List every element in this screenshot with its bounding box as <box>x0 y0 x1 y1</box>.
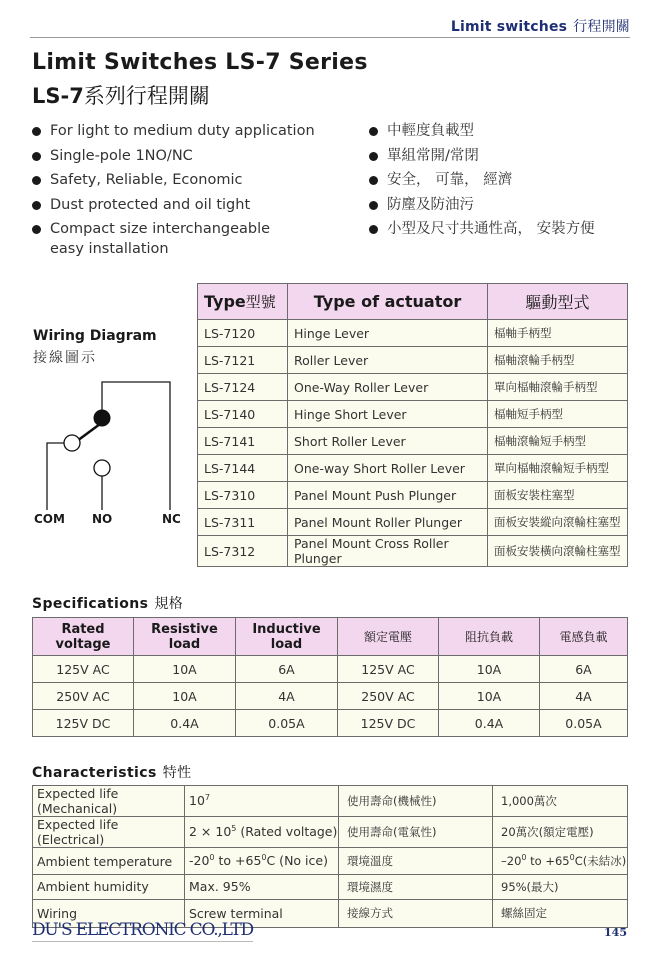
cell-type: LS-7310 <box>198 482 288 509</box>
feature-item <box>30 219 350 265</box>
superscript: 7 <box>204 793 210 803</box>
char-value-zh: 95%(最大) <box>493 875 628 900</box>
spec-cell: 125V AC <box>33 656 134 683</box>
feature-item-zh: 中輕度負載型 <box>367 121 637 146</box>
spec-cell: 125V DC <box>33 710 134 737</box>
cell-actuator: Hinge Lever <box>288 320 488 347</box>
spec-cell: 10A <box>439 656 540 683</box>
char-label-zh: 環境濕度 <box>339 875 493 900</box>
table-row <box>198 374 628 401</box>
char-value-zh <box>493 848 628 875</box>
switch-arm <box>77 424 100 441</box>
table-row <box>198 401 628 428</box>
feature-item: Dust protected and oil tight <box>30 195 350 220</box>
feature-item-zh: 安全， 可靠， 經濟 <box>367 170 637 195</box>
superscript: 0 <box>521 853 527 863</box>
features-en-list <box>30 121 350 265</box>
spec-cell: 6A <box>540 656 628 683</box>
text-part: –20 <box>501 854 522 868</box>
characteristics-title-en: Characteristics <box>32 765 157 781</box>
text-part: C(未結冰) <box>574 854 627 868</box>
text-part: to +65 <box>526 854 570 868</box>
table-header-row <box>198 284 628 320</box>
cell-actuator-zh: 面板安裝縱向滾輪柱塞型 <box>488 509 628 536</box>
spec-cell: 10A <box>134 656 236 683</box>
page-number: 145 <box>604 926 627 939</box>
table-row <box>33 848 628 875</box>
feature-item-zh: 小型及尺寸共通性高， 安裝方便 <box>367 219 637 244</box>
col-header-actuator-zh: 驅動型式 <box>488 284 628 320</box>
col-header: Resistive load <box>134 618 236 656</box>
feature-item: Single-pole 1NO/NC <box>30 146 350 171</box>
cell-type: LS-7140 <box>198 401 288 428</box>
text-part: (Rated voltage) <box>236 824 338 840</box>
page-title-zh-prefix: LS-7 <box>32 84 84 108</box>
characteristics-title-zh: 特性 <box>162 765 192 781</box>
feature-item: Safety, Reliable, Economic <box>30 170 350 195</box>
char-label: Expected life (Electrical) <box>33 817 185 848</box>
table-row <box>33 786 628 817</box>
specifications-title-zh: 規格 <box>154 596 184 612</box>
text-part: 2 × 10 <box>189 824 232 840</box>
col-header: Inductive load <box>236 618 338 656</box>
text-part: C (No ice) <box>266 853 328 869</box>
table-row <box>198 509 628 536</box>
wiring-diagram-title: Wiring Diagram <box>33 328 157 344</box>
spec-cell: 10A <box>134 683 236 710</box>
char-value <box>185 848 339 875</box>
cell-actuator: Roller Lever <box>288 347 488 374</box>
cell-actuator: Panel Mount Cross Roller Plunger <box>288 536 488 567</box>
table-row <box>198 320 628 347</box>
cell-actuator-zh: 面板安裝橫向滾輪柱塞型 <box>488 536 628 567</box>
com-contact <box>64 435 80 451</box>
char-label: Ambient humidity <box>33 875 185 900</box>
specifications-title-en: Specifications <box>32 596 149 612</box>
cell-actuator-zh: 面板安裝柱塞型 <box>488 482 628 509</box>
page-title: Limit Switches LS-7 Series <box>32 50 368 75</box>
char-value: Max. 95% <box>185 875 339 900</box>
spec-cell: 250V AC <box>33 683 134 710</box>
running-header-en: Limit switches <box>450 19 568 35</box>
feature-item-zh: 單組常開/常閉 <box>367 146 637 171</box>
nc-wire <box>102 382 170 510</box>
table-header-row <box>33 618 628 656</box>
cell-actuator: Hinge Short Lever <box>288 401 488 428</box>
cell-type: LS-7312 <box>198 536 288 567</box>
spec-cell: 10A <box>439 683 540 710</box>
char-value-zh: 螺絲固定 <box>493 899 628 927</box>
char-label: Ambient temperature <box>33 848 185 875</box>
wiring-label-nc: NC <box>162 512 181 526</box>
col-header: 電感負載 <box>540 618 628 656</box>
spec-cell: 4A <box>540 683 628 710</box>
table-row <box>198 482 628 509</box>
cell-type: LS-7144 <box>198 455 288 482</box>
feature-item: For light to medium duty application <box>30 121 350 146</box>
table-row <box>198 428 628 455</box>
table-row <box>198 536 628 567</box>
characteristics-title <box>32 762 192 782</box>
col-header: 額定電壓 <box>338 618 439 656</box>
table-row <box>198 455 628 482</box>
running-header-zh: 行程開關 <box>573 19 630 35</box>
cell-actuator: Panel Mount Push Plunger <box>288 482 488 509</box>
spec-cell: 125V AC <box>338 656 439 683</box>
superscript: 0 <box>261 853 267 863</box>
text-part: to +65 <box>214 853 262 869</box>
cell-type: LS-7120 <box>198 320 288 347</box>
specifications-title <box>32 593 183 613</box>
spec-cell: 0.4A <box>439 710 540 737</box>
char-label-zh: 接線方式 <box>339 899 493 927</box>
wiring-diagram <box>20 370 190 515</box>
cell-type: LS-7311 <box>198 509 288 536</box>
feature-item-line2: easy installation <box>50 241 169 257</box>
common-contact-filled <box>94 410 110 426</box>
char-value <box>185 817 339 848</box>
spec-cell: 4A <box>236 683 338 710</box>
col-header-type-zh: 型號 <box>245 293 276 311</box>
cell-actuator: One-way Short Roller Lever <box>288 455 488 482</box>
spec-cell: 0.4A <box>134 710 236 737</box>
char-label-zh: 環境溫度 <box>339 848 493 875</box>
com-wire <box>47 443 64 510</box>
feature-item-zh: 防塵及防油污 <box>367 195 637 220</box>
cell-actuator-zh: 楅軸短手柄型 <box>488 401 628 428</box>
table-row <box>33 875 628 900</box>
text-part: 10 <box>189 793 205 809</box>
cell-actuator-zh: 楅軸手柄型 <box>488 320 628 347</box>
col-header-type-en: Type <box>204 292 246 311</box>
company-name: DU'S ELECTRONIC CO.,LTD <box>32 920 253 940</box>
cell-actuator-zh: 單向楅軸滾輪短手柄型 <box>488 455 628 482</box>
specifications-table <box>32 617 628 737</box>
table-row <box>33 710 628 737</box>
superscript: 5 <box>231 824 237 834</box>
col-header: Rated voltage <box>33 618 134 656</box>
cell-actuator-zh: 楅軸滾輪手柄型 <box>488 347 628 374</box>
feature-item-line1: Compact size interchangeable <box>50 221 271 237</box>
spec-cell: 125V DC <box>338 710 439 737</box>
cell-actuator-zh: 單向楅軸滾輪手柄型 <box>488 374 628 401</box>
characteristics-table <box>32 785 628 928</box>
wiring-label-no: NO <box>92 512 113 526</box>
cell-type: LS-7124 <box>198 374 288 401</box>
table-row <box>33 683 628 710</box>
no-contact <box>94 460 110 476</box>
col-header-actuator: Type of actuator <box>288 284 488 320</box>
superscript: 0 <box>569 853 575 863</box>
col-header-type <box>198 284 288 320</box>
char-label-zh: 使用壽命(電氣性) <box>339 817 493 848</box>
cell-actuator-zh: 楅軸滾輪短手柄型 <box>488 428 628 455</box>
page-title-zh <box>32 80 210 110</box>
cell-type: LS-7141 <box>198 428 288 455</box>
table-row <box>198 347 628 374</box>
text-part: -20 <box>189 853 210 869</box>
spec-cell: 6A <box>236 656 338 683</box>
cell-actuator: One-Way Roller Lever <box>288 374 488 401</box>
cell-actuator: Panel Mount Roller Plunger <box>288 509 488 536</box>
header-rule <box>30 37 630 38</box>
char-value-zh: 1,000萬次 <box>493 786 628 817</box>
col-header: 阻抗負載 <box>439 618 540 656</box>
features-zh-list <box>367 121 637 244</box>
char-value-zh: 20萬次(額定電壓) <box>493 817 628 848</box>
table-row <box>33 817 628 848</box>
char-value <box>185 786 339 817</box>
char-value: Screw terminal <box>185 899 339 927</box>
running-header <box>451 16 630 36</box>
superscript: 0 <box>209 853 215 863</box>
wiring-diagram-title-zh: 接線圖示 <box>33 350 97 366</box>
table-row <box>33 656 628 683</box>
cell-actuator: Short Roller Lever <box>288 428 488 455</box>
char-label: Expected life (Mechanical) <box>33 786 185 817</box>
spec-cell: 0.05A <box>236 710 338 737</box>
wiring-label-com: COM <box>34 512 65 526</box>
spec-cell: 0.05A <box>540 710 628 737</box>
actuator-type-table <box>197 283 628 567</box>
char-label: Wiring <box>33 899 185 927</box>
char-label-zh: 使用壽命(機械性) <box>339 786 493 817</box>
cell-type: LS-7121 <box>198 347 288 374</box>
page-title-zh-text: 系列行程開關 <box>83 84 210 108</box>
spec-cell: 250V AC <box>338 683 439 710</box>
